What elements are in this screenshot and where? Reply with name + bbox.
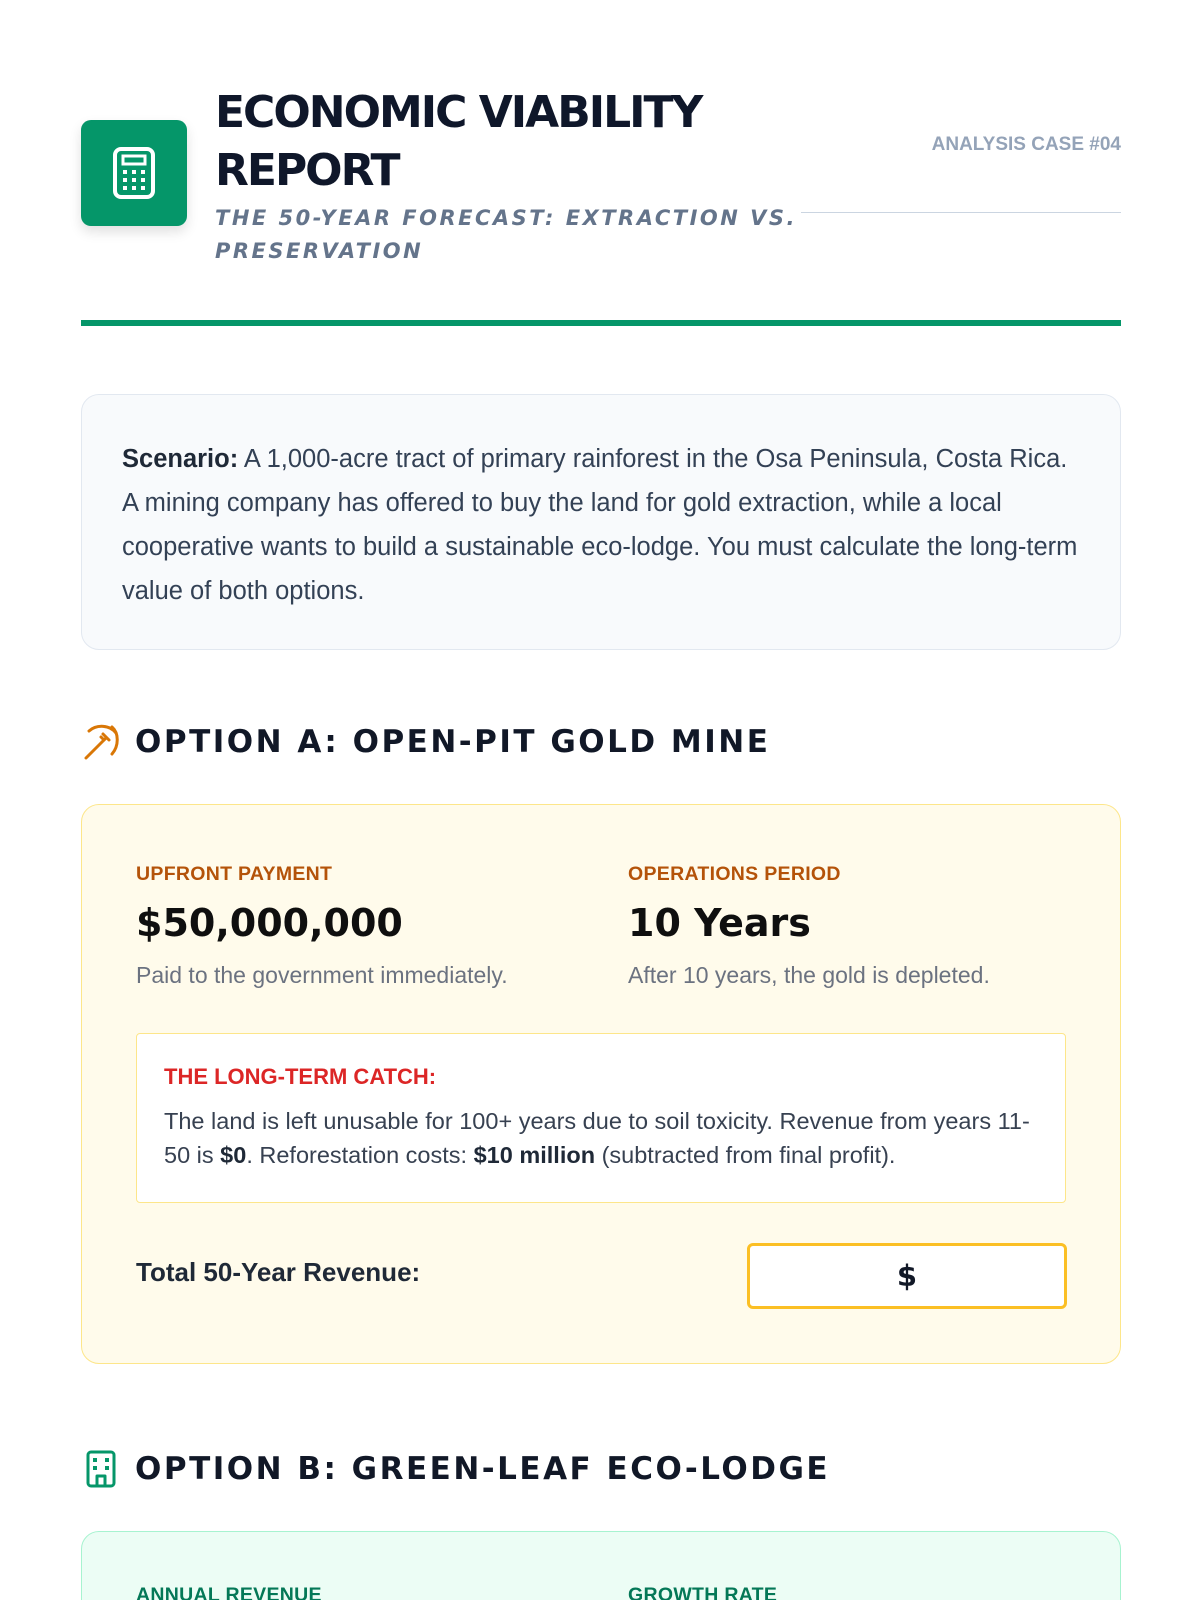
scenario-label: Scenario:	[122, 445, 239, 473]
upfront-payment-label: UPFRONT PAYMENT	[136, 863, 333, 885]
option-a-heading	[81, 720, 1121, 764]
page-subtitle: THE 50-YEAR FORECAST: EXTRACTION VS. PRESERVATION	[215, 206, 797, 263]
case-number: ANALYSIS CASE #04	[931, 134, 1121, 155]
operations-period-value: 10 Years	[628, 901, 811, 945]
header-accent-rule	[81, 320, 1121, 326]
option-a-card	[81, 804, 1121, 1364]
calculator-icon	[81, 120, 187, 226]
option-b-card	[81, 1531, 1121, 1600]
report-header	[81, 80, 1121, 330]
operations-period-desc: After 10 years, the gold is depleted.	[628, 962, 990, 988]
total-revenue-label: Total 50-Year Revenue:	[136, 1257, 421, 1287]
growth-rate-label: GROWTH RATE	[628, 1584, 778, 1600]
total-revenue-input[interactable]	[747, 1243, 1067, 1309]
long-term-catch-box	[136, 1033, 1066, 1203]
page-title: ECONOMIC VIABILITY REPORT	[215, 87, 702, 196]
building-icon	[81, 1449, 121, 1489]
option-a-title: OPTION A: OPEN-PIT GOLD MINE	[135, 724, 771, 760]
scenario-box	[81, 394, 1121, 650]
option-b-heading	[81, 1447, 1121, 1491]
catch-title: THE LONG-TERM CATCH:	[164, 1064, 437, 1089]
option-b-title: OPTION B: GREEN-LEAF ECO-LODGE	[135, 1451, 831, 1487]
upfront-payment-value: $50,000,000	[136, 901, 403, 945]
upfront-payment-desc: Paid to the government immediately.	[136, 962, 508, 988]
operations-period-label: OPERATIONS PERIOD	[628, 863, 841, 885]
annual-revenue-label: ANNUAL REVENUE	[136, 1584, 322, 1600]
subtitle-divider	[801, 212, 1121, 213]
scenario-text: A 1,000-acre tract of primary rainforest in the Osa Peninsula, Costa Rica. A mining company has offered to buy the land for gold extraction, while a local cooperative wants to build a sustainable eco-lodge. You must calculate the long-term value of both options.	[122, 445, 1078, 605]
pickaxe-icon	[81, 722, 121, 762]
catch-text: The land is left unusable for 100+ years due to soil toxicity. Revenue from years 11-50 is $0. Reforestation costs: $10 million (subtracted from final profit).	[164, 1108, 1030, 1168]
